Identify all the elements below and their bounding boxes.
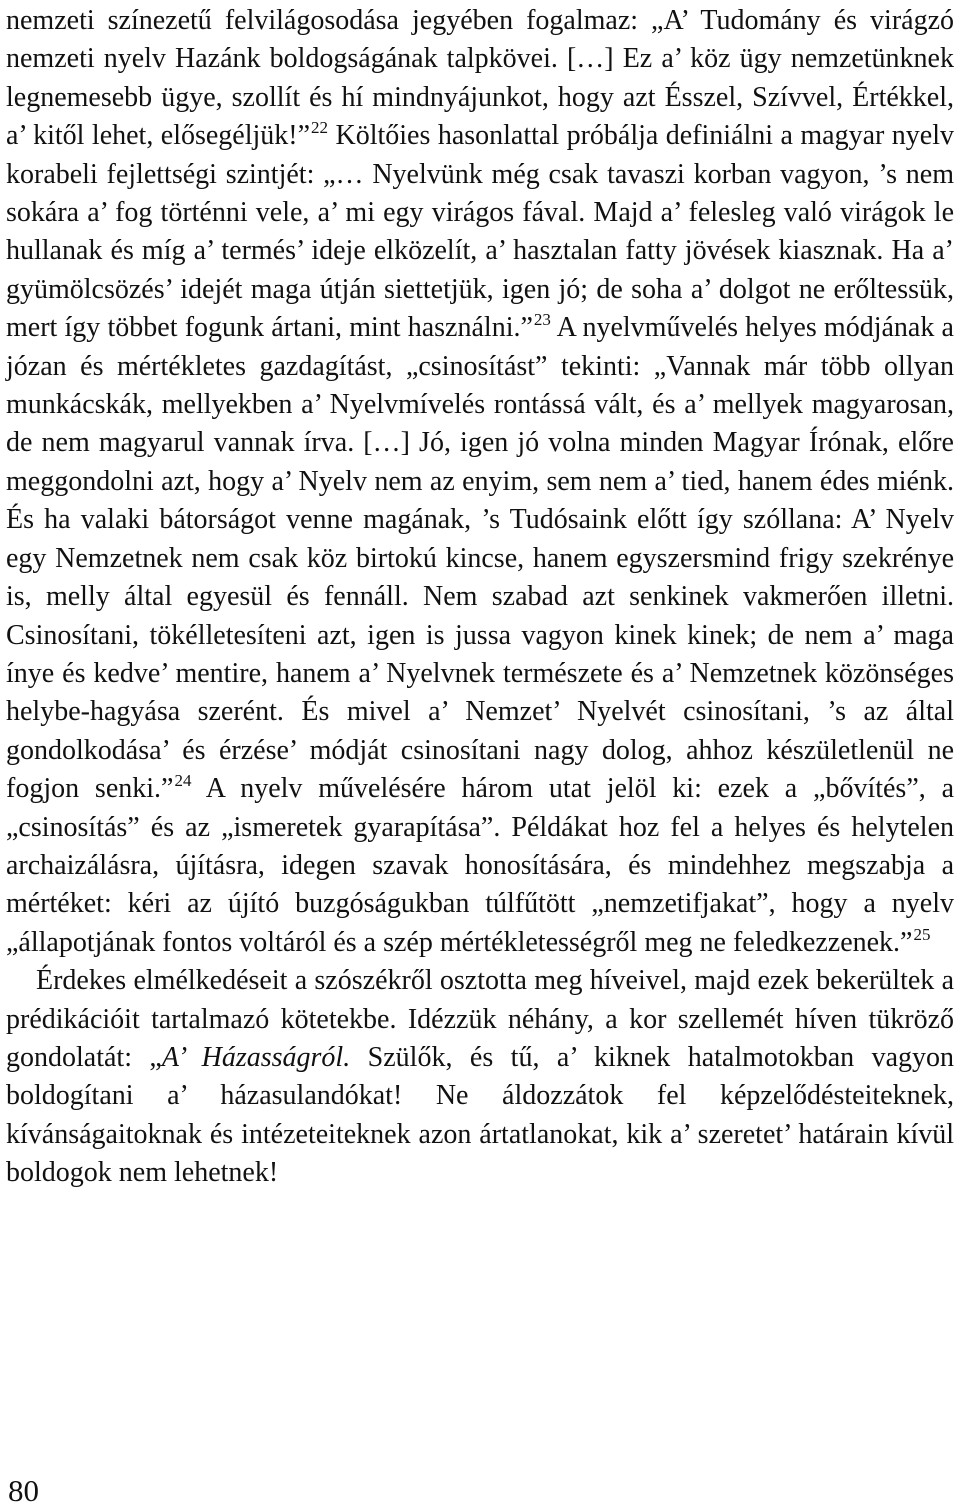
text-run: Érdekes elmélkedéseit a szószékről osztotta meg híveivel, majd ezek bekerültek a prédikációit tartalmazó kötetekbe. Idézzük néhány, a kor szellemét híven tükröző gondolatát: „ — [6, 965, 954, 1073]
text-run: A nyelvművelés helyes módjának a józan és mértékletes gazdagítást, „csinosítást” tekinti: „Vannak már több ollyan munkácskák, mellyekben a’ Nyelvmívelés rontássá vált, és a’ mellyek magyarosan, de nem magyarul vannak írva. […] Jó, igen jó volna minden Magyar Írónak, előre meggondolni azt, hogy a’ Nyelv nem az enyim, sem nem a’ tied, hanem édes miénk. És ha valaki bátorságot venne magának, ’s Tudósaink előtt így szóllana: A’ Nyelv egy Nemzetnek nem csak köz birtokú kincse, hanem egyszersmind frigy szekrénye is, melly által egyesül és fennáll. Nem szabad azt senkinek vakmerően illetni. Csinosítani, tökélletesíteni azt, igen is jussa vagyon kinek kinek; de nem a’ maga ínye és kedve’ mentire, hanem a’ Nyelvnek természete és a’ Nemzetnek közönséges helybe-hagyása szerént. És mivel a’ Nemzet’ Nyelvét csinosítani, ’s az által gondolkodása’ és érzése’ módját csinosítani nagy dolog, ahhoz készületlenül ne fogjon senki.” — [6, 312, 954, 805]
body-text — [6, 2, 954, 1193]
text-run: Költőies hasonlattal próbálja definiálni a magyar nyelv korabeli fejlettségi szintjét: „… Nyelvünk még csak tavaszi korban vagyon, ’s nem sokára a’ fog történni vele, a’ mi egy virágos fával. Majd a’ felesleg való virágok le hullanak és míg a’ termés’ ideje elközelít, a’ hasztalan fatty jövések kiasznak. Ha a’ gyümölcsözés’ idejét maga útján siettetjük, igen jó; de soha a’ dolgot ne erőltessük, mert így többet fogunk ártani, mint használni.” — [6, 120, 954, 344]
text-run: A nyelv művelésére három utat jelöl ki: ezek a „bővítés”, a „csinosítás” és az „ismeretek gyarapítása”. Példákat hoz fel a helyes és helytelen archaizálásra, újításra, idegen szavak honosítására, és mindehhez megszabja a mértéket: kéri az újító buzgóságukban túlfűtött „nemzetifjakat”, hogy a nyelv „állapotjának fontos voltáról és a szép mértékletességről meg ne feledkezzenek.” — [6, 773, 954, 958]
italic-title: A’ Házasságról. — [161, 1041, 351, 1073]
footnote-marker: 24 — [174, 771, 192, 791]
footnote-marker: 25 — [913, 924, 931, 944]
paragraph — [6, 2, 954, 962]
paragraph — [6, 962, 954, 1192]
text-run: nemzeti színezetű felvilágosodása jegyében fogalmaz: „A’ Tudomány és virágzó nemzeti nyelv Hazánk boldogságának talpkövei. […] Ez a’ köz ügy nemzetünknek legnemesebb ügye, szollít és hí mindnyájunkot, hogy azt Ésszel, Szívvel, Értékkel, a’ kitől lehet, elősegéljük!” — [6, 5, 954, 152]
page-number: 80 — [8, 1473, 39, 1508]
text-run: Szülők, és tű, a’ kiknek hatalmotokban vagyon boldogítani a’ házasulandókat! Ne áldozzátok fel képzelődésteiteknek, kívánságaitoknak és intézeteiteknek azon ártatlanokat, kik a’ szeretet’ határain kívül boldogok nem lehetnek! — [6, 1041, 955, 1189]
footnote-marker: 22 — [311, 118, 329, 138]
footnote-marker: 23 — [533, 310, 551, 330]
